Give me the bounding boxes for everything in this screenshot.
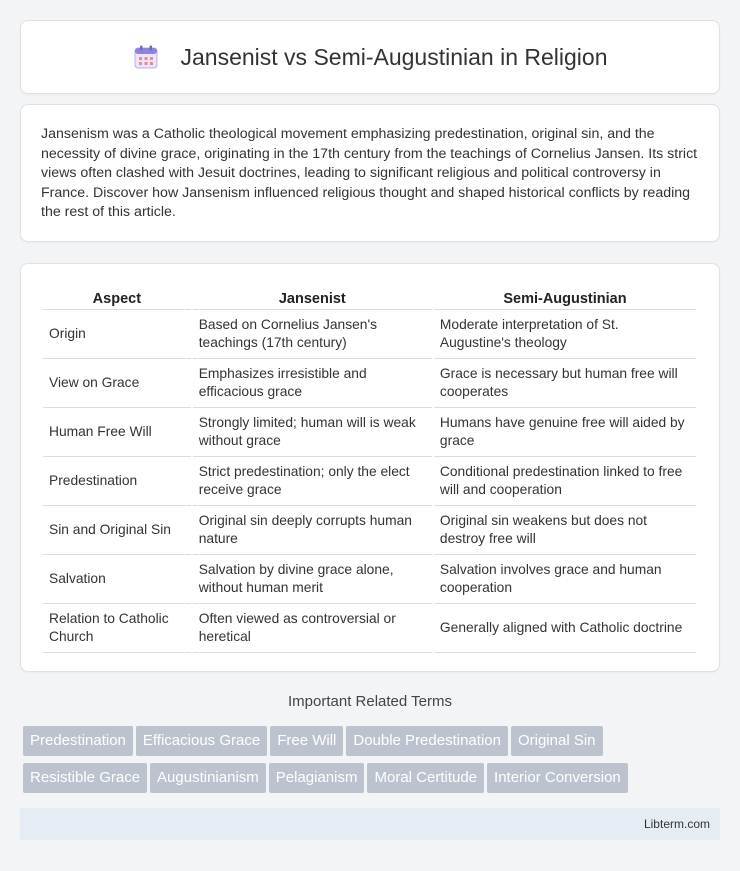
footer-site-link[interactable]: Libterm.com — [643, 817, 710, 831]
intro-text: Jansenism was a Catholic theological movement emphasizing predestination, original sin, and the necessity of divine grace, originating in the 17th century from the teachings of Cornelius Jansen. Its strict views often clashed with Jesuit doctrines, leading to significant religious and political controversy in France. Discover how Jansenism influenced religious thought and shaped historical conflicts by reading the rest of this article. — [41, 126, 698, 221]
tag-resistible-grace[interactable]: Resistible Grace — [23, 763, 147, 793]
tag-pelagianism[interactable]: Pelagianism — [269, 763, 365, 793]
cell-aspect: Salvation — [43, 555, 191, 604]
cell-semi-augustinian: Conditional predestination linked to free will and cooperation — [434, 457, 696, 506]
tag-efficacious-grace[interactable]: Efficacious Grace — [136, 726, 267, 756]
cell-aspect: Relation to Catholic Church — [43, 604, 191, 653]
cell-aspect: Sin and Original Sin — [43, 506, 191, 555]
table-row — [43, 408, 696, 457]
tag-free-will[interactable]: Free Will — [270, 726, 343, 756]
comparison-table — [41, 284, 698, 653]
page-title: Jansenist vs Semi-Augustinian in Religion — [180, 43, 608, 70]
table-header-row — [43, 284, 696, 310]
tag-interior-conversion[interactable]: Interior Conversion — [487, 763, 628, 793]
cell-semi-augustinian: Salvation involves grace and human cooperation — [434, 555, 696, 604]
related-terms-list — [23, 726, 723, 800]
related-terms-title: Important Related Terms — [288, 693, 452, 710]
cell-semi-augustinian: Moderate interpretation of St. Augustine's theology — [434, 310, 696, 359]
cell-semi-augustinian: Grace is necessary but human free will cooperates — [434, 359, 696, 408]
table-row — [43, 506, 696, 555]
header-card — [20, 20, 720, 94]
cell-semi-augustinian: Generally aligned with Catholic doctrine — [434, 604, 696, 653]
tag-double-predestination[interactable]: Double Predestination — [346, 726, 508, 756]
tag-predestination[interactable]: Predestination — [23, 726, 133, 756]
footer — [20, 808, 720, 840]
cell-jansenist: Strict predestination; only the elect receive grace — [193, 457, 432, 506]
table-row — [43, 310, 696, 359]
cell-jansenist: Salvation by divine grace alone, without human merit — [193, 555, 432, 604]
intro-card — [20, 104, 720, 242]
comparison-table-card — [20, 263, 720, 672]
table-row — [43, 555, 696, 604]
table-row — [43, 457, 696, 506]
tag-original-sin[interactable]: Original Sin — [511, 726, 603, 756]
cell-jansenist: Often viewed as controversial or heretical — [193, 604, 432, 653]
header-jansenist: Jansenist — [193, 284, 432, 310]
header-semi-augustinian: Semi-Augustinian — [434, 284, 696, 310]
cell-aspect: Origin — [43, 310, 191, 359]
cell-jansenist: Emphasizes irresistible and efficacious grace — [193, 359, 432, 408]
cell-aspect: View on Grace — [43, 359, 191, 408]
cell-aspect: Human Free Will — [43, 408, 191, 457]
cell-jansenist: Based on Cornelius Jansen's teachings (17th century) — [193, 310, 432, 359]
cell-jansenist: Strongly limited; human will is weak without grace — [193, 408, 432, 457]
calendar-icon — [133, 44, 159, 70]
cell-semi-augustinian: Original sin weakens but does not destroy free will — [434, 506, 696, 555]
tag-augustinianism[interactable]: Augustinianism — [150, 763, 266, 793]
header-aspect: Aspect — [43, 284, 191, 310]
cell-jansenist: Original sin deeply corrupts human nature — [193, 506, 432, 555]
cell-semi-augustinian: Humans have genuine free will aided by grace — [434, 408, 696, 457]
table-row — [43, 604, 696, 653]
table-row — [43, 359, 696, 408]
tag-moral-certitude[interactable]: Moral Certitude — [367, 763, 484, 793]
cell-aspect: Predestination — [43, 457, 191, 506]
